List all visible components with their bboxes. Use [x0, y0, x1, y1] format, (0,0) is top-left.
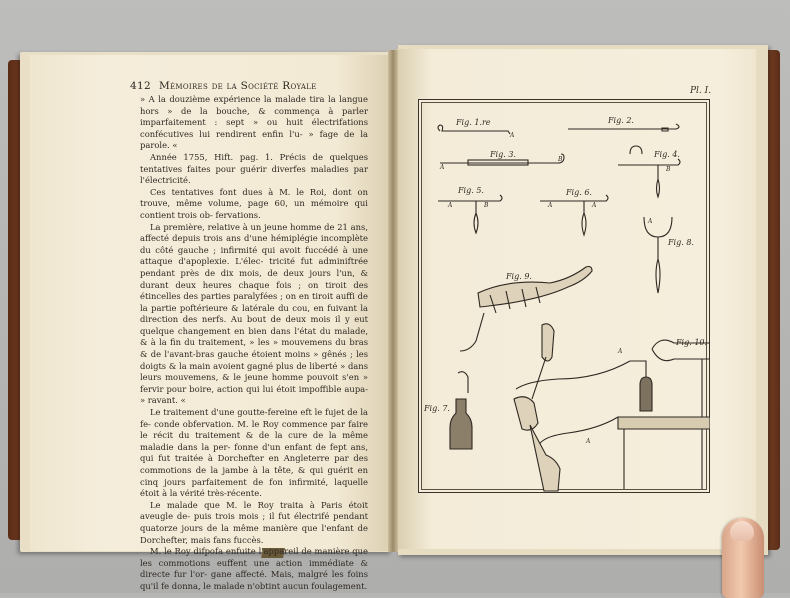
fig-label-8: Fig. 8. — [668, 238, 694, 247]
left-page-text — [140, 94, 368, 593]
letter-label: A — [592, 202, 597, 209]
fig-8-fork-icon — [644, 217, 672, 293]
fig-7-leyden-jar-icon — [450, 372, 472, 449]
fig-label-2: Fig. 2. — [608, 116, 634, 125]
fig-label-4: Fig. 4. — [654, 150, 680, 159]
letter-label: A — [586, 438, 591, 445]
hands-icon — [514, 324, 560, 491]
book-gutter — [388, 50, 398, 552]
plate-number: Pl. I. — [690, 86, 712, 96]
letter-label: A — [440, 164, 445, 171]
paragraph: Année 1755, Hift. pag. 1. Précis de quelques tentatives faites pour guérir diverfes maladies par l'électricité. — [140, 151, 368, 186]
fig-label-10: Fig. 10. — [676, 338, 708, 347]
paragraph: Le malade que M. le Roy traita à Paris étoit aveugle de- puis trois mois ; il fut électrifé pendant quatorze jours de la même manière que l'enfant de Dorchefter, mais fans fuccès. — [140, 499, 368, 545]
letter-label: A — [510, 132, 515, 139]
page-number: 412 — [130, 80, 151, 92]
engraved-plate — [418, 99, 710, 493]
letter-label: A — [618, 348, 623, 355]
fingernail — [730, 521, 754, 541]
letter-label: A — [448, 202, 453, 209]
fig-label-6: Fig. 6. — [566, 188, 592, 197]
paragraph: M. le Roy difpofa enfuite l'appareil de manière que les commotions euffent une action immédiate & directe fur l'or- gane affecté. Mais, malgré les foins qu'il fe donna, le malade n'obtint aucun foulagement. — [140, 546, 368, 591]
paragraph: Ces tentatives font dues à M. le Roi, dont on trouve, même volume, page 60, un mémoire qui contient trois ob- fervations. — [140, 186, 368, 220]
fig-label-9: Fig. 9. — [506, 272, 532, 281]
letter-label: A — [548, 202, 553, 209]
paragraph: La première, relative à un jeune homme de 21 ans, affecté depuis trois ans d'une hémiplégie incomplète du côté gauche ; infirmité qui avoit fuccédé à une attaque d'apoplexie. L'élec- tricité fut adminiftrée pendant près de dix mois, de deux jours l'un, & durant deux heures chaque fois ; on tiroit des étincelles des parties paralyfées ; on en tiroit auffi de la partie poftérieure & latérale du cou, en fuivant la direction des nerfs. Au bout de deux mois il y eut quelque changement en bien dans l'état du malade, & à la fin du traitement, » les » mouvemens du bras & de l'avant-bras gauche étoient moins » gênés ; les doigts & la main avoient gagné plus de liberté » dans leurs mouvemens, & le jeune homme pouvoit s'en » fervir pour boire, action qui lui étoit impoffible aupa- » ravant. « — [140, 221, 368, 406]
fig-2-rod-icon — [568, 124, 679, 131]
fig-label-3: Fig. 3. — [490, 150, 516, 159]
fig-label-5: Fig. 5. — [458, 186, 484, 195]
letter-label: A — [648, 218, 653, 225]
running-header — [130, 80, 378, 92]
fig-label-7: Fig. 7. — [424, 404, 450, 413]
letter-label: B — [558, 156, 563, 163]
letter-label: B — [666, 166, 671, 173]
paragraph: » A la douzième expérience la malade tira la langue hors » de la bouche, & commença à parler imparfaitement : sept » ou huit électrifations confécutives lui rendirent enfin l'u- » fage de la parole. « — [140, 94, 368, 151]
letter-label: B — [484, 202, 489, 209]
fig-6-handle-icon — [540, 195, 608, 235]
paragraph: Le traitement d'une goutte-fereine eft le fujet de la fe- conde obfervation. M. le Roy commence par faire le récit du traitement & de la cure de la même maladie dans la per- fonne d'un enfant de fept ans, qui fut traitée à Dorchefter en Angleterre par des commotions de la jambe à la tête, & qui guérit en cinq jours parfaitement de fon infirmité, laquelle étoit à la vérité très-récente. — [140, 407, 368, 499]
running-head-title: Mémoires de la Société Royale — [158, 80, 317, 92]
fig-label-1: Fig. 1.re — [456, 118, 491, 127]
fig-5-handle-icon — [438, 195, 502, 233]
